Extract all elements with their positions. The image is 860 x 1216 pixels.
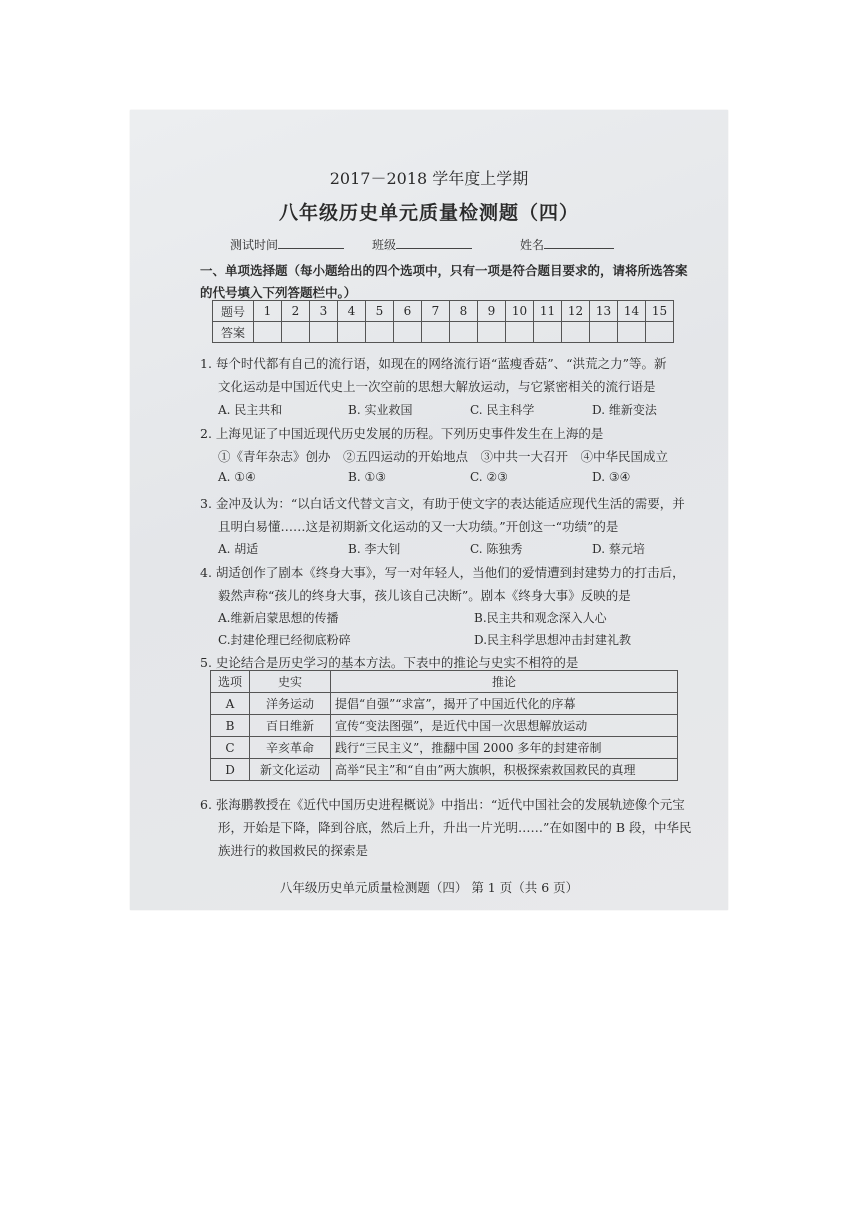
question-2-option-b: B. ①③: [348, 470, 386, 484]
table-cell-fact: 洋务运动: [250, 693, 331, 715]
answer-table-number: 8: [450, 301, 478, 322]
answer-table-number: 4: [338, 301, 366, 322]
question-3-line2: 且明白易懂……这是初期新文化运动的又一大功绩。”开创这一“功绩”的是: [218, 519, 619, 534]
table-row: [211, 693, 678, 715]
test-time-label: 测试时间: [230, 238, 279, 252]
answer-cell: [590, 322, 618, 343]
question-2-option-a: A. ①④: [218, 470, 256, 484]
question-3-option-c: C. 陈独秀: [470, 542, 523, 556]
test-time-field: [230, 236, 344, 253]
table-row: [211, 759, 678, 781]
answer-table-number: 9: [478, 301, 506, 322]
name-field: [520, 236, 614, 253]
answer-table-number: 6: [394, 301, 422, 322]
question-1-option-d: D. 维新变法: [592, 403, 657, 417]
question-4-option-d: D.民主科学思想冲击封建礼教: [474, 633, 632, 647]
table-cell-option: C: [211, 737, 250, 759]
section-heading-line1: 一、单项选择题（每小题给出的四个选项中，只有一项是符合题目要求的，请将所选答案: [200, 263, 688, 278]
table-cell-inference: 宣传“变法图强”，是近代中国一次思想解放运动: [331, 715, 678, 737]
section-heading-line2: 的代号填入下列答题栏中。）: [200, 285, 357, 300]
answer-cell: [282, 322, 310, 343]
question-1-option-a: A. 民主共和: [218, 403, 283, 417]
question-5-line1: 5. 史论结合是历史学习的基本方法。下表中的推论与史实不相符的是: [200, 655, 579, 670]
answer-table-number: 5: [366, 301, 394, 322]
table-header-row: [211, 671, 678, 693]
answer-table-answer-label: 答案: [213, 322, 254, 343]
answer-cell: [310, 322, 338, 343]
table-cell-option: A: [211, 693, 250, 715]
answer-table-number: 2: [282, 301, 310, 322]
answer-cell: [618, 322, 646, 343]
answer-cell: [422, 322, 450, 343]
question-6-line1: 6. 张海鹏教授在《近代中国历史进程概说》中指出：“近代中国社会的发展轨迹像个元宝: [200, 797, 685, 812]
answer-cell: [394, 322, 422, 343]
question-1-option-b: B. 实业救国: [348, 403, 413, 417]
table-header-option: 选项: [211, 671, 250, 693]
question-1-line2: 文化运动是中国近代史上一次空前的思想大解放运动，与它紧密相关的流行语是: [218, 379, 656, 394]
table-cell-inference: 践行“三民主义”，推翻中国 2000 多年的封建帝制: [331, 737, 678, 759]
exam-title: 八年级历史单元质量检测题（四）: [278, 202, 579, 224]
table-cell-option: B: [211, 715, 250, 737]
table-cell-fact: 百日维新: [250, 715, 331, 737]
answer-cell: [562, 322, 590, 343]
question-3-option-b: B. 李大钊: [348, 542, 401, 556]
class-blank: [396, 236, 472, 249]
exam-paper: [130, 110, 728, 910]
answer-table-number-label: 题号: [213, 301, 254, 322]
answer-cell: [506, 322, 534, 343]
answer-cell: [450, 322, 478, 343]
page-footer: 八年级历史单元质量检测题（四） 第 1 页（共 6 页）: [279, 880, 579, 895]
answer-table-number: 12: [562, 301, 590, 322]
table-row: [211, 715, 678, 737]
class-field: [372, 236, 472, 253]
answer-cell: [366, 322, 394, 343]
answer-table-number: 11: [534, 301, 562, 322]
question-1-line1: 1. 每个时代都有自己的流行语，如现在的网络流行语“蓝瘦香菇”、“洪荒之力”等。新: [200, 356, 667, 371]
answer-table-number: 15: [646, 301, 674, 322]
question-2-option-c: C. ②③: [470, 470, 508, 484]
answer-cell: [478, 322, 506, 343]
test-time-blank: [278, 236, 344, 249]
answer-cell: [338, 322, 366, 343]
class-label: 班级: [372, 238, 397, 252]
answer-table-number: 3: [310, 301, 338, 322]
question-1-option-c: C. 民主科学: [470, 403, 535, 417]
answer-table-number: 13: [590, 301, 618, 322]
answer-table-number-row: [213, 301, 674, 322]
question-4-line1: 4. 胡适创作了剧本《终身大事》，写一对年轻人，当他们的爱情遭到封建势力的打击后，: [200, 565, 685, 580]
table-cell-option: D: [211, 759, 250, 781]
answer-table-answer-row: [213, 322, 674, 343]
answer-cell: [534, 322, 562, 343]
question-2-option-d: D. ③④: [592, 470, 631, 484]
table-header-fact: 史实: [250, 671, 331, 693]
table-header-inference: 推论: [331, 671, 678, 693]
answer-table-number: 7: [422, 301, 450, 322]
question-3-line1: 3. 金冲及认为：“以白话文代替文言文，有助于使文字的表达能适应现代生活的需要，并: [200, 496, 685, 511]
answer-table-number: 10: [506, 301, 534, 322]
question-6-line3: 族进行的救国救民的探索是: [218, 843, 369, 858]
table-cell-fact: 新文化运动: [250, 759, 331, 781]
name-label: 姓名: [520, 238, 545, 252]
answer-table: [212, 300, 674, 343]
question-3-option-d: D. 蔡元培: [592, 542, 645, 556]
school-year: 2017－2018 学年度上学期: [329, 169, 529, 188]
answer-table-number: 14: [618, 301, 646, 322]
answer-cell: [646, 322, 674, 343]
question-4-option-c: C.封建伦理已经彻底粉碎: [218, 633, 351, 647]
question-2-line2: ①《青年杂志》创办 ②五四运动的开始地点 ③中共一大召开 ④中华民国成立: [218, 449, 669, 464]
answer-cell: [254, 322, 282, 343]
table-cell-fact: 辛亥革命: [250, 737, 331, 759]
question-3-option-a: A. 胡适: [218, 542, 259, 556]
table-cell-inference: 提倡“自强”“求富”，揭开了中国近代化的序幕: [331, 693, 678, 715]
table-cell-inference: 高举“民主”和“自由”两大旗帜，积极探索救国救民的真理: [331, 759, 678, 781]
history-inference-table: [210, 670, 678, 781]
table-row: [211, 737, 678, 759]
question-4-option-b: B.民主共和观念深入人心: [474, 611, 607, 625]
answer-table-number: 1: [254, 301, 282, 322]
question-2-line1: 2. 上海见证了中国近现代历史发展的历程。下列历史事件发生在上海的是: [200, 426, 604, 441]
question-4-option-a: A.维新启蒙思想的传播: [218, 611, 339, 625]
question-4-line2: 毅然声称“孩儿的终身大事，孩儿该自己决断”。剧本《终身大事》反映的是: [218, 588, 631, 603]
name-blank: [544, 236, 614, 249]
question-6-line2: 形，开始是下降，降到谷底，然后上升，升出一片光明……”在如图中的 B 段，中华民: [218, 820, 692, 835]
